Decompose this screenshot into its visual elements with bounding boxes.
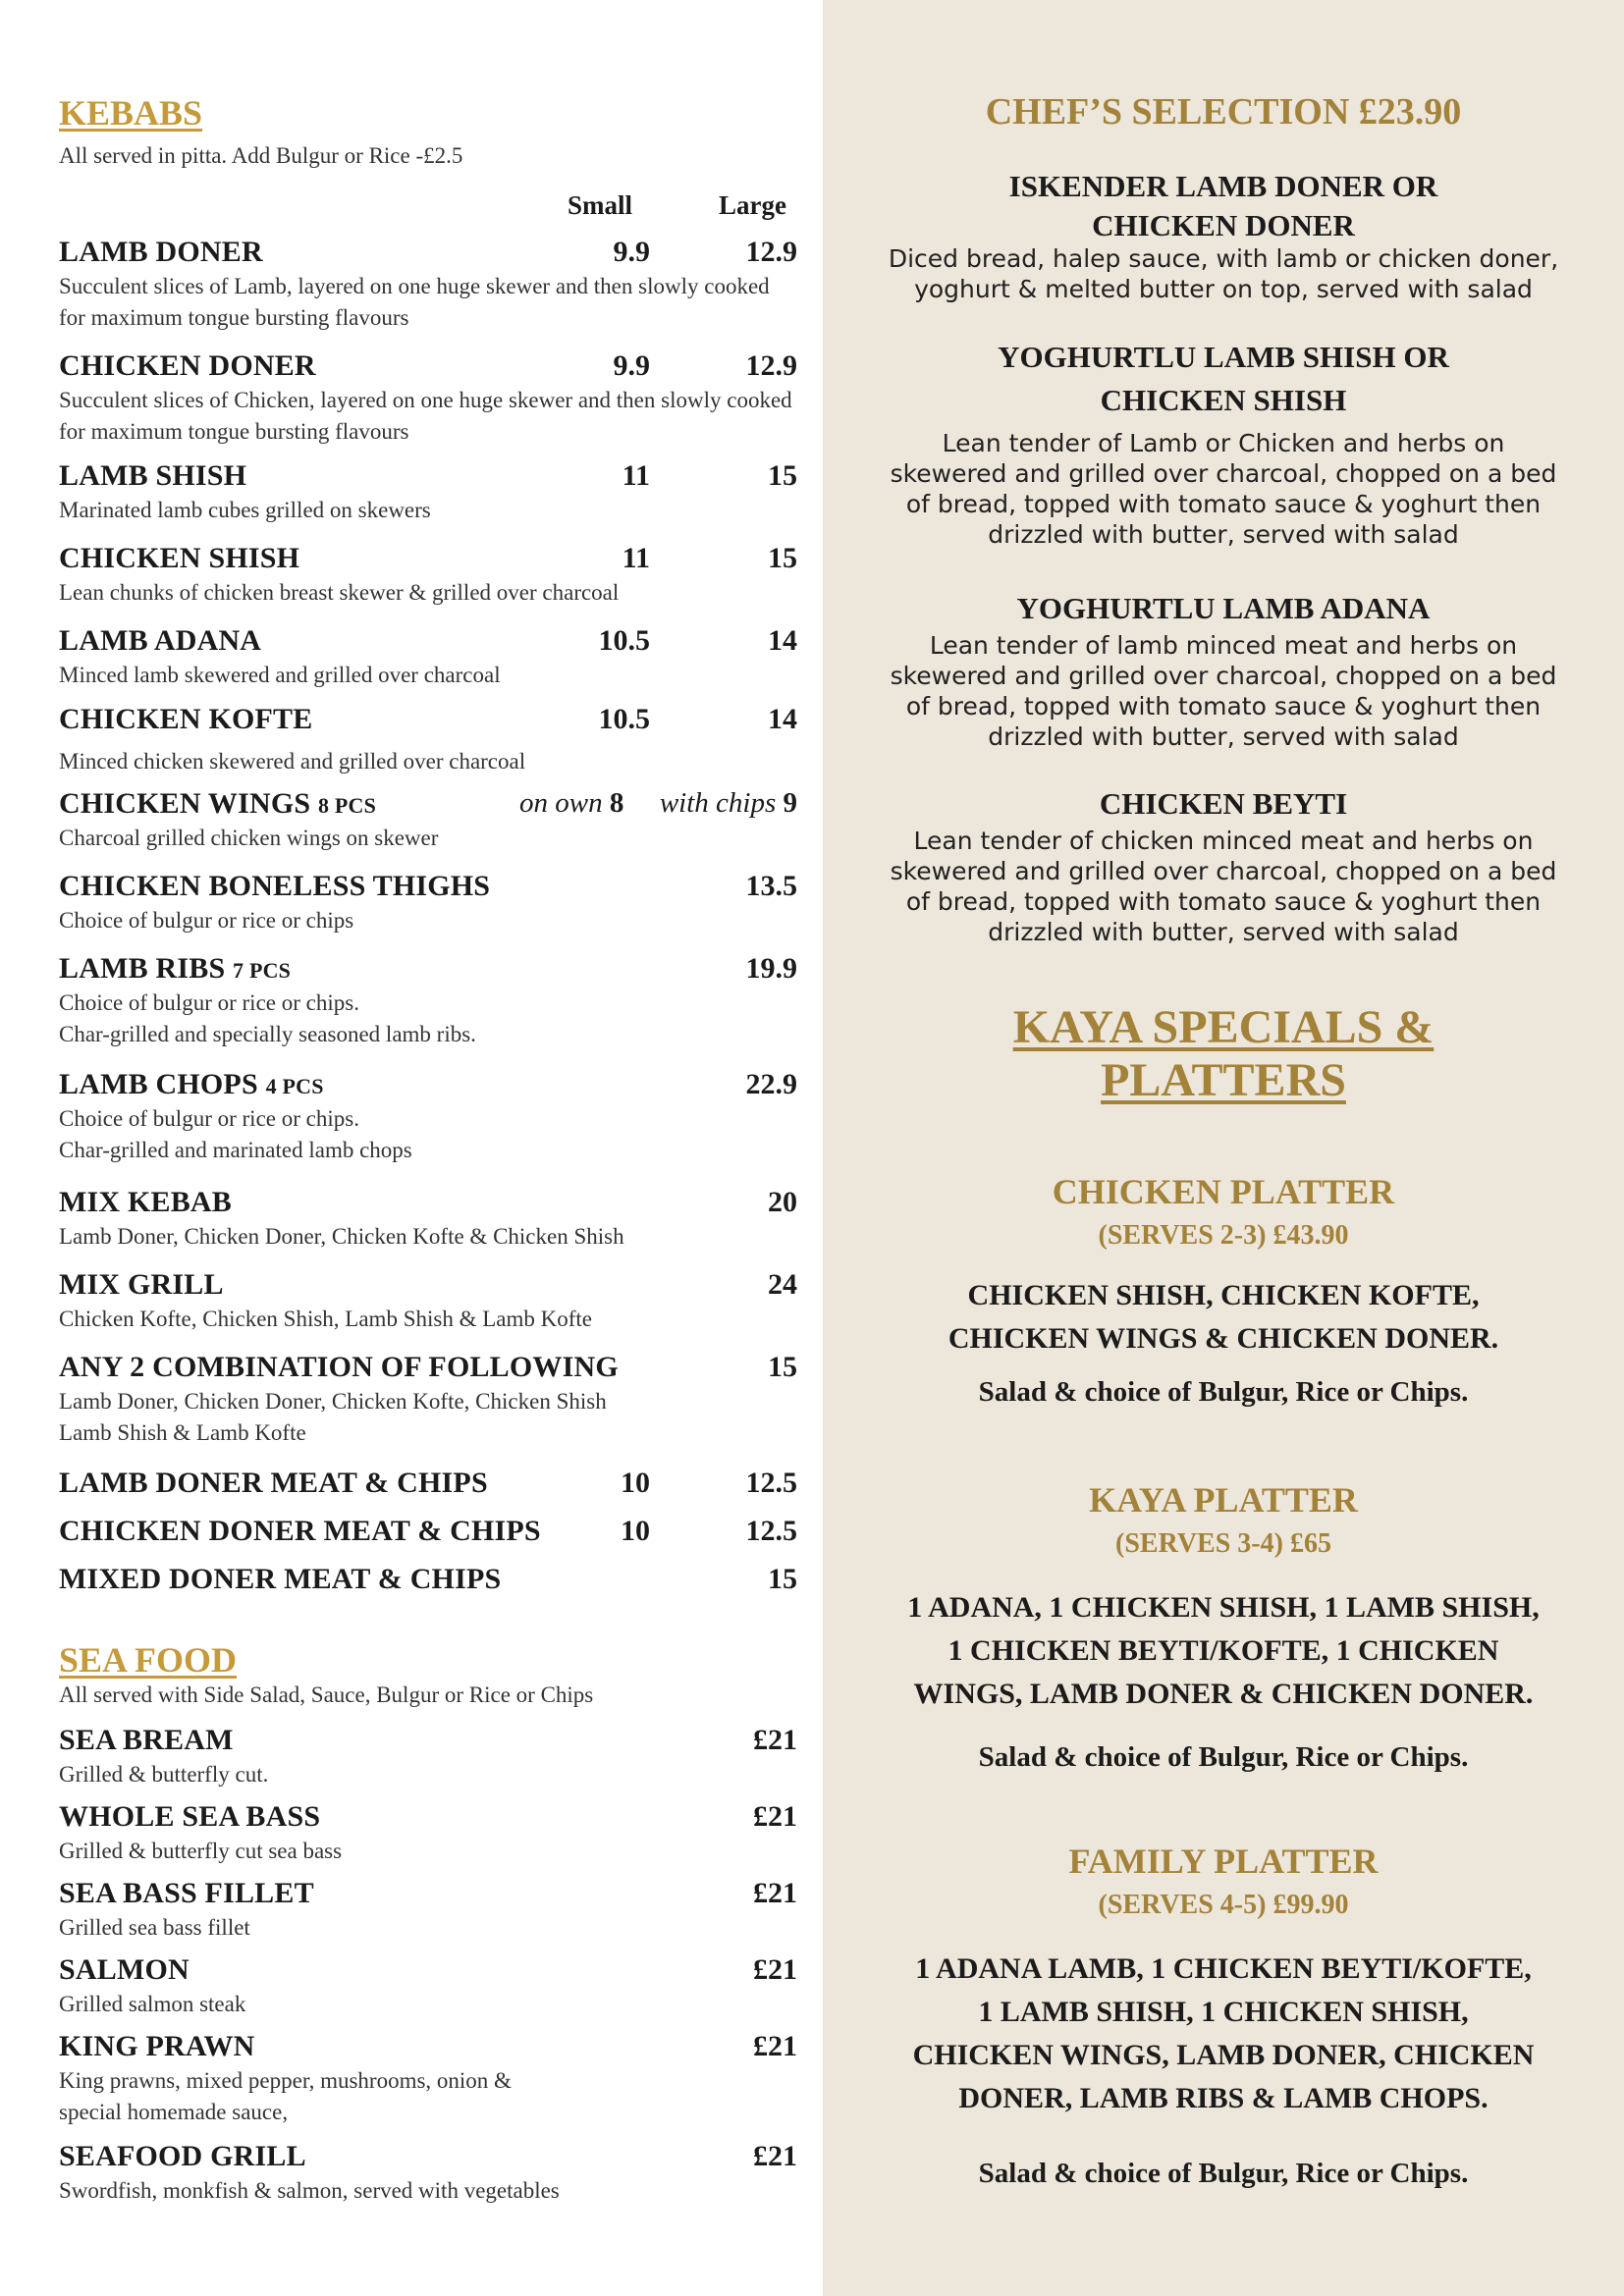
with-chips-label: with chips [659,787,777,819]
item-price-large: 15 [768,1351,797,1383]
platter-contents-line: 1 LAMB SHISH, 1 CHICKEN SHISH, [978,1996,1469,2028]
item-description: Swordfish, monkfish & salmon, served with vegetables [59,2178,560,2203]
item-name: LAMB DONER [59,236,263,268]
platter-contents-line: DONER, LAMB RIBS & LAMB CHOPS. [958,2082,1489,2114]
item-name-2: CHICKEN SHISH [1100,383,1347,417]
item-price-large: 14 [768,703,797,735]
item-description-line: drizzled with butter, served with salad [988,722,1459,751]
item-description: King prawns, mixed pepper, mushrooms, onion & [59,2068,512,2093]
chefs-item-iskender [852,165,1595,304]
seafood-note: All served with Side Salad, Sauce, Bulgur or Rice or Chips [59,1682,594,1707]
item-name: KING PRAWN [59,2030,255,2062]
item-name: SALMON [59,1953,189,1986]
menu-item-mix-kebab [59,1186,797,1253]
item-description: Lean chunks of chicken breast skewer & grilled over charcoal [59,580,620,605]
chefs-item-yoghurtlu-shish [852,336,1595,550]
item-description: Grilled sea bass fillet [59,1915,250,1940]
on-own-price: 8 [609,787,624,819]
item-price-small: 11 [622,542,650,574]
item-description-line: Diced bread, halep sauce, with lamb or chicken doner, [888,244,1559,273]
item-description-line: yoghurt & melted butter on top, served with salad [914,275,1533,303]
item-description-line: skewered and grilled over charcoal, chopped on a bed [890,662,1557,690]
kebabs-heading: KEBABS [59,93,203,133]
item-name: LAMB RIBS [59,952,226,985]
item-price-large: 13.5 [745,870,797,902]
platter-chicken [852,1168,1595,1412]
platter-name: CHICKEN PLATTER [1052,1172,1395,1211]
item-name: SEA BREAM [59,1724,234,1756]
item-price-large: 15 [768,542,797,574]
item-description-line: Lean tender of lamb minced meat and herbs on [929,631,1518,660]
item-price-small: 9.9 [613,236,650,268]
platter-contents-line: CHICKEN WINGS & CHICKEN DONER. [947,1322,1499,1355]
item-name: LAMB ADANA [59,624,262,657]
platter-serves: (SERVES 3-4) £65 [1115,1528,1331,1559]
item-name: CHICKEN BEYTI [1099,786,1348,821]
item-description: Minced lamb skewered and grilled over charcoal [59,663,501,687]
item-description-line: of bread, topped with tomato sauce & yoghurt then [905,490,1542,518]
item-description: Succulent slices of Lamb, layered on one huge skewer and then slowly cooked for maximum tongue bursting flavours [59,274,770,330]
item-description: Choice of bulgur or rice or chips. [59,1106,359,1131]
item-description: Chicken Kofte, Chicken Shish, Lamb Shish & Lamb Kofte [59,1307,592,1331]
menu-item-chicken-shish [59,542,797,609]
item-price-small: 10 [621,1467,650,1499]
platter-note: Salad & choice of Bulgur, Rice or Chips. [978,1741,1469,1773]
menu-item-whole-sea-bass [59,1800,797,1867]
item-description: Lamb Doner, Chicken Doner, Chicken Kofte & Chicken Shish [59,1224,624,1249]
item-description-2: Lamb Shish & Lamb Kofte [59,1420,306,1445]
item-name-2: CHICKEN DONER [1092,208,1355,242]
seafood-heading: SEA FOOD [59,1640,238,1680]
kebabs-note: All served in pitta. Add Bulgur or Rice -£2.5 [59,143,463,168]
item-price-large: 24 [768,1268,797,1301]
item-name: YOGHURTLU LAMB ADANA [1016,591,1431,625]
menu-item-chicken-boneless-thighs [59,870,797,936]
item-description-line: skewered and grilled over charcoal, chopped on a bed [890,857,1557,885]
menu-item-lamb-ribs [59,952,797,1050]
item-quantity: 4 PCS [265,1074,324,1098]
menu-item-chicken-doner [59,349,797,448]
item-description: Marinated lamb cubes grilled on skewers [59,498,431,522]
item-price: £21 [753,2140,797,2172]
with-chips-price: 9 [783,787,797,819]
platter-serves: (SERVES 4-5) £99.90 [1098,1890,1349,1920]
platter-family [852,1838,1595,2193]
item-price-small: 11 [622,459,650,492]
item-name: MIXED DONER MEAT & CHIPS [59,1563,502,1595]
wings-prices [519,787,797,820]
item-name: LAMB CHOPS [59,1068,258,1100]
item-name: CHICKEN WINGS [59,787,311,820]
menu-item-any-2-combination [59,1351,797,1449]
item-name: ISKENDER LAMB DONER OR [1008,169,1438,203]
chefs-item-yoghurtlu-adana [852,587,1595,752]
item-price-large: 14 [768,624,797,657]
item-price-large: 15 [768,1563,797,1595]
item-name: MIX GRILL [59,1268,224,1301]
item-description: Grilled & butterfly cut. [59,1762,269,1787]
item-price-large: 12.5 [745,1467,797,1499]
item-description: Grilled & butterfly cut sea bass [59,1839,343,1863]
menu-item-chicken-doner-meat-chips [59,1515,797,1548]
menu-item-sea-bream [59,1724,797,1790]
item-price-large: 22.9 [745,1068,797,1100]
col-small-header: Small [568,190,633,220]
item-name: LAMB DONER MEAT & CHIPS [59,1467,488,1499]
item-price: £21 [753,1724,797,1756]
on-own-label: on own [518,787,603,819]
menu-item-seafood-grill [59,2140,797,2207]
item-description: Minced chicken skewered and grilled over charcoal [59,749,526,774]
item-description-2: Char-grilled and marinated lamb chops [59,1138,412,1162]
item-price-large: 15 [768,459,797,492]
menu-item-mix-grill [59,1268,797,1335]
item-description: Charcoal grilled chicken wings on skewer [59,826,439,850]
item-name: LAMB SHISH [59,459,247,492]
item-price-large: 19.9 [745,952,797,985]
platter-name: KAYA PLATTER [1089,1480,1358,1520]
item-description: Lamb Doner, Chicken Doner, Chicken Kofte, Chicken Shish [59,1389,607,1414]
item-name: SEAFOOD GRILL [59,2140,306,2172]
platter-name: FAMILY PLATTER [1068,1842,1379,1881]
platters-heading-line-2: PLATTERS [1101,1054,1346,1106]
platters-heading [852,1001,1595,1107]
item-price-large: 12.9 [745,236,797,268]
item-price-large: 20 [768,1186,797,1218]
item-price-large: 12.9 [745,349,797,382]
item-description-line: Lean tender of Lamb or Chicken and herbs on [942,429,1505,457]
item-name: WHOLE SEA BASS [59,1800,321,1833]
item-description-2: Char-grilled and specially seasoned lamb ribs. [59,1022,476,1046]
item-price: £21 [753,1953,797,1986]
menu-item-lamb-doner-meat-chips [59,1467,797,1500]
item-name: CHICKEN DONER [59,349,316,382]
item-price-small: 10.5 [598,703,650,735]
item-price: £21 [753,1800,797,1833]
menu-item-chicken-kofte [59,703,797,777]
menu-item-king-prawn [59,2030,797,2128]
item-price: £21 [753,2030,797,2062]
item-quantity: 7 PCS [233,958,292,983]
item-description-2: special homemade sauce, [59,2100,289,2124]
platter-serves: (SERVES 2-3) £43.90 [1098,1220,1349,1251]
platters-heading-line-1: KAYA SPECIALS & [1012,1001,1435,1053]
item-description: Succulent slices of Chicken, layered on one huge skewer and then slowly cooked for maximum tongue bursting flavours [59,388,792,444]
item-price-small: 10.5 [598,624,650,657]
platter-contents-line: 1 ADANA LAMB, 1 CHICKEN BEYTI/KOFTE, [915,1952,1532,1985]
item-name: CHICKEN DONER MEAT & CHIPS [59,1515,541,1547]
item-name: ANY 2 COMBINATION OF FOLLOWING [59,1351,619,1383]
chefs-selection-heading: CHEF’S SELECTION £23.90 [985,91,1462,133]
item-price-large: 12.5 [745,1515,797,1547]
item-description: Grilled salmon steak [59,1992,246,2016]
menu-item-lamb-shish [59,459,797,526]
item-description-line: skewered and grilled over charcoal, chopped on a bed [890,459,1557,488]
item-name: CHICKEN BONELESS THIGHS [59,870,491,902]
item-description-line: drizzled with butter, served with salad [988,520,1459,549]
platter-contents-line: 1 CHICKEN BEYTI/KOFTE, 1 CHICKEN [947,1634,1499,1667]
menu-item-salmon [59,1953,797,2020]
item-price-small: 10 [621,1515,650,1547]
platter-note: Salad & choice of Bulgur, Rice or Chips. [978,1376,1469,1408]
menu-item-mixed-doner-meat-chips [59,1563,797,1596]
menu-item-lamb-adana [59,624,797,691]
item-quantity: 8 PCS [317,793,377,818]
platter-contents-line: CHICKEN WINGS, LAMB DONER, CHICKEN [912,2039,1535,2071]
platter-kaya [852,1476,1595,1777]
platter-contents-line: CHICKEN SHISH, CHICKEN KOFTE, [967,1279,1480,1311]
platter-contents-line: 1 ADANA, 1 CHICKEN SHISH, 1 LAMB SHISH, [907,1591,1540,1624]
item-name: YOGHURTLU LAMB SHISH OR [998,340,1449,374]
platter-contents-line: WINGS, LAMB DONER & CHICKEN DONER. [913,1678,1534,1710]
item-description-line: drizzled with butter, served with salad [988,918,1459,946]
item-name: CHICKEN SHISH [59,542,300,574]
menu-item-lamb-chops [59,1068,797,1166]
item-price: £21 [753,1877,797,1909]
item-name: SEA BASS FILLET [59,1877,314,1909]
item-name: MIX KEBAB [59,1186,232,1218]
item-description-line: of bread, topped with tomato sauce & yoghurt then [905,887,1542,916]
item-description-line: of bread, topped with tomato sauce & yoghurt then [905,692,1542,721]
item-description: Choice of bulgur or rice or chips. [59,990,359,1015]
item-price-small: 9.9 [613,349,650,382]
chefs-item-chicken-beyti [852,782,1595,947]
item-name: CHICKEN KOFTE [59,703,313,735]
platter-note: Salad & choice of Bulgur, Rice or Chips. [978,2158,1469,2189]
menu-item-chicken-wings [59,787,797,854]
item-description-line: Lean tender of chicken minced meat and herbs on [913,827,1534,855]
menu-item-sea-bass-fillet [59,1877,797,1944]
col-large-header: Large [719,190,786,220]
item-description: Choice of bulgur or rice or chips [59,908,354,933]
menu-item-lamb-doner [59,236,797,334]
